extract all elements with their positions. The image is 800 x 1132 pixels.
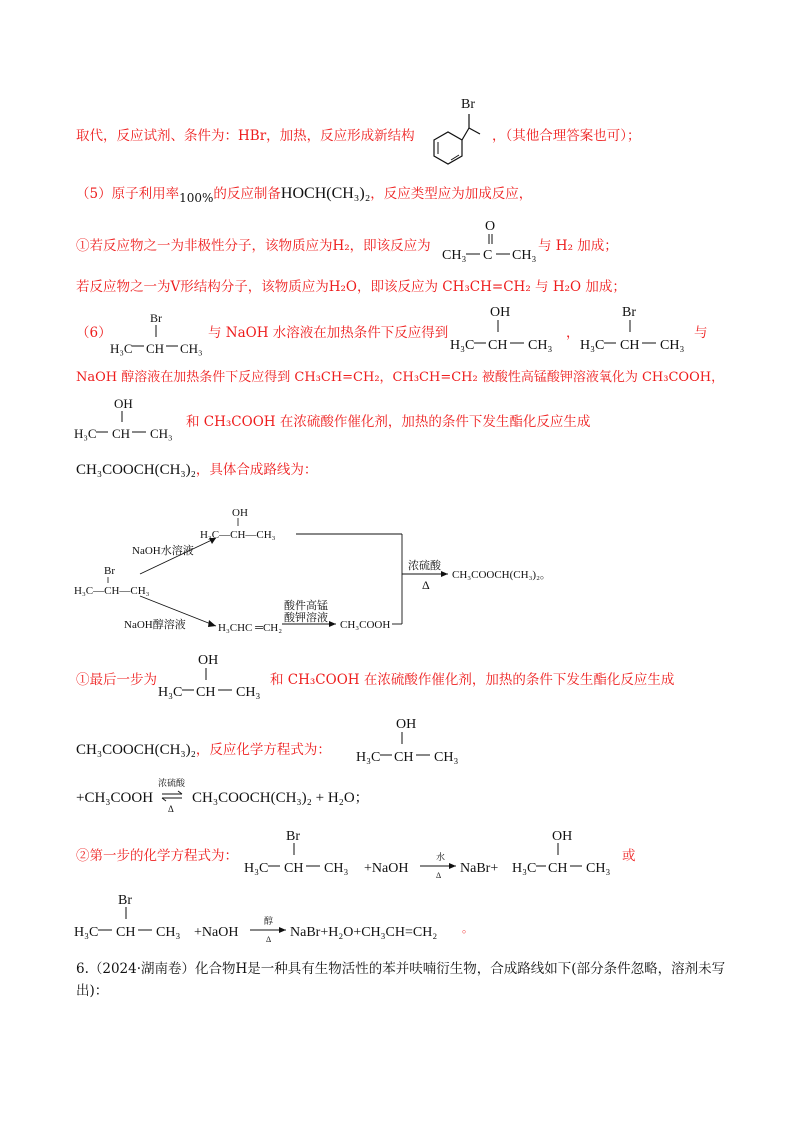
2-propanol-structure [448,302,564,356]
acetone-structure [440,214,536,264]
scheme-lower-cond: NaOH醇溶液 [124,619,186,631]
l3-suffix: 与 H₂ 加成； [538,238,618,254]
equation-line-11-rhs [192,788,368,808]
answer-line-8 [76,460,317,480]
h3c: H₃C [74,426,97,441]
2-propanol-structure-2 [72,394,188,444]
l2-mid: 的反应制备 [213,186,281,202]
l9-prefix: ①最后一步为 [76,672,157,688]
l6-text: NaOH 醇溶液在加热条件下反应得到 CH₃CH=CH₂，CH₃CH=CH₂ 被酸性高锰酸钾溶液氧化为 CH₃COOH， [76,370,725,385]
l5-prefix: （6） [76,325,112,341]
scheme-lower-product: H₃CHC ═CH₂ [218,622,283,634]
answer-line-12-or [622,846,636,866]
l11-cond: 浓硫酸 [158,778,186,788]
acetone-ch3-left: CH₃ [442,248,467,263]
answer-line-9-text [270,670,674,690]
oh-sub: OH [552,829,573,844]
scheme-upper-cond: NaOH水溶液 [132,545,194,557]
scheme-upper-product: H₃C—CH—CH₃ [200,529,276,541]
br-sub: Br [622,305,636,320]
ch3: CH₃ [150,426,173,441]
br-sub: Br [118,893,132,908]
h3c: H₃C [74,925,99,940]
reversible-arrow [156,776,190,816]
l2-formula: HOCH(CH₃)₂ [280,185,371,202]
br-sub: Br [150,311,162,325]
ch: CH [284,861,304,876]
2-propanol-structure-3 [156,650,272,702]
l5-tail: 与 [694,325,708,341]
answer-line-12 [76,846,238,866]
answer-line-5-mid [208,323,448,343]
l5-sep: ， [566,325,580,341]
ch: CH [196,685,216,700]
oh-sub: OH [396,717,417,732]
l11-lhs: +CH₃COOH [76,790,154,806]
scheme-final-heat: Δ [422,578,430,592]
l5-mid: 与 NaOH 水溶液在加热条件下反应得到 [208,325,449,341]
l8-formula: CH₃COOCH(CH₃)₂ [76,462,196,478]
scheme-acid: CH₃COOH [340,619,391,631]
ch3: CH₃ [660,338,685,353]
answer-line-2 [76,184,532,204]
l13-heat: Δ [266,935,272,944]
scheme-final-product: CH₃COOCH(CH₃)₂。 [452,569,551,581]
first-step-equation [242,824,642,882]
l7-text: 和 CH₃COOH 在浓硫酸作催化剂，加热的条件下发生酯化反应生成 [186,414,591,430]
elimination-equation [72,888,492,944]
l13-rhs: NaBr+H₂O+CH₃CH=CH₂ [290,925,438,940]
answer-line-3-suffix [538,236,618,256]
synthesis-route-scheme [70,498,610,646]
2-bromopropane-structure [108,310,208,358]
oh-sub: OH [198,653,219,668]
oh-sub: OH [114,396,133,411]
ch3: CH₃ [180,341,203,356]
scheme-upper-oh: OH [232,507,248,519]
ch: CH [394,750,414,765]
answer-line-4 [76,277,626,297]
answer-text-tail: ，（其他合理答案也可）； [492,128,641,144]
scheme-oxid-cond2: 酸钾溶液 [284,612,328,624]
br-label: Br [461,97,475,112]
l3-prefix: ①若反应物之一为非极性分子，该物质应为H₂，即该反应为 [76,238,431,254]
svg-text:C: C [483,248,493,263]
bromoethylbenzene-structure [414,92,484,172]
l13-cond: 醇 [264,916,274,926]
l12-rhs: NaBr+ [460,861,499,876]
answer-line-7 [186,412,590,432]
h3c: H₃C [580,338,605,353]
ch: CH [116,925,136,940]
scheme-final-cond: 浓硫酸 [408,560,441,572]
l12-heat: Δ [436,871,442,880]
answer-line-6 [76,368,724,388]
l8-text: ，具体合成路线为： [195,462,318,478]
h3c: H₃C [512,861,537,876]
l13-plus: +NaOH [194,925,239,940]
answer-line-5-tail [694,323,708,343]
ch: CH [548,861,568,876]
l12-cond: 水 [436,852,446,862]
scheme-start-br: Br [104,565,115,577]
answer-line-3 [76,236,431,256]
ch: CH [620,338,640,353]
question-6 [76,958,736,1002]
ch3: CH₃ [324,861,349,876]
h3c: H₃C [450,338,475,353]
ch3: CH₃ [434,750,459,765]
answer-line-1 [76,126,415,146]
ch3: CH₃ [528,338,553,353]
h3c: H₃C [158,685,183,700]
2-propanol-structure-4 [354,714,470,768]
h3c: H₃C [244,861,269,876]
ch: CH [112,426,131,441]
l10-formula: CH₃COOCH(CH₃)₂ [76,742,196,758]
h3c: H₃C [356,750,381,765]
br-sub: Br [286,829,300,844]
l11-end: ； [354,790,369,806]
answer-line-1-tail [492,126,641,146]
oh-sub: OH [490,305,511,320]
l2-pct: 100% [179,191,214,205]
h3c: H₃C [110,341,133,356]
ch3: CH₃ [236,685,261,700]
equation-line-11 [76,788,153,808]
scheme-oxid-cond1: 酸件高锰 [284,600,328,612]
l10-text: ，反应化学方程式为： [195,742,331,758]
answer-line-10 [76,740,331,760]
l2-suffix: ，反应类型应为加成反应， [370,186,533,202]
answer-line-5 [76,323,112,343]
ch: CH [146,341,165,356]
2-bromopropane-structure-2 [578,302,694,356]
answer-text: 取代，反应试剂、条件为：HBr，加热，反应形成新结构 [76,128,415,144]
l4-text: 若反应物之一为V形结构分子，该物质应为H₂O，即该反应为 CH₃CH=CH₂ 与 H₂O 加成； [76,279,626,295]
scheme-start: H₃C—CH—CH₃ [74,585,150,597]
answer-line-9 [76,670,157,690]
l12-or: 或 [622,848,636,864]
ch3: CH₃ [586,861,611,876]
l11-rhs: CH₃COOCH(CH₃)₂ + H₂O [192,790,355,806]
acetone-ch3-right: CH₃ [512,248,536,263]
l9-text: 和 CH₃COOH 在浓硫酸作催化剂，加热的条件下发生酯化反应生成 [270,672,675,688]
ch: CH [488,338,508,353]
l12-prefix: ②第一步的化学方程式为： [76,848,238,864]
l2-prefix: （5）原子利用率 [76,186,180,202]
ch3: CH₃ [156,925,181,940]
l12-plus: +NaOH [364,861,409,876]
l13-end: 。 [462,923,473,935]
acetone-o: O [485,219,496,234]
l11-heat: Δ [168,804,174,814]
question-6-text: 6.（2024·湖南卷）化合物H是一种具有生物活性的苯并呋喃衍生物，合成路线如下(部分条件忽略，溶剂未写出)： [76,961,726,999]
